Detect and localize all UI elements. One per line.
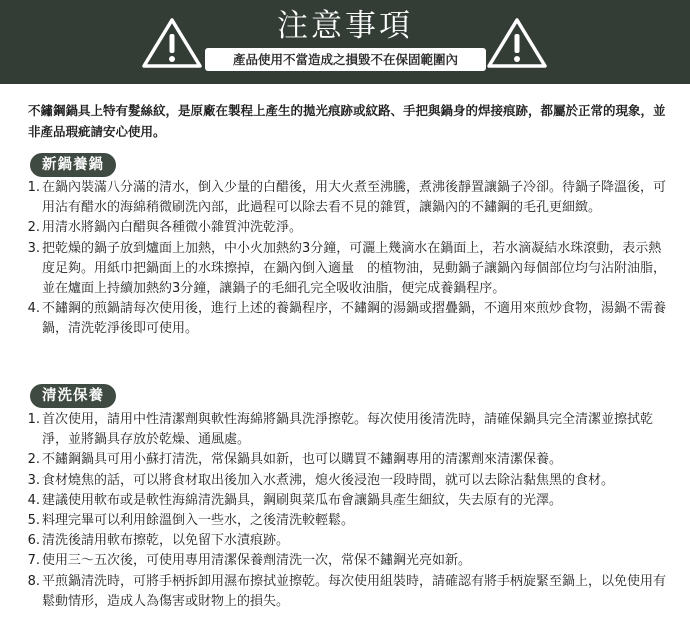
list-item: 8. 平煎鍋清洗時，可將手柄拆卸用濕布擦拭並擦乾。每次使用組裝時，請確認有將手柄旋緊至鍋上，以免使用有鬆動情形，造成人為傷害或財物上的損失。	[27, 573, 667, 609]
header-banner	[0, 0, 690, 84]
list-item: 1. 在鍋內裝滿八分滿的清水，倒入少量的白醋後，用大火煮至沸騰，煮沸後靜置讓鍋子冷卻。待鍋子降溫後，可用沾有醋水的海綿稍微刷洗內部，此過程可以除去看不見的雜質，讓鍋內的不鏽鋼的毛孔更細緻。	[27, 180, 667, 216]
section-title-new-pan: 新鍋養鍋	[30, 153, 116, 177]
list-item: 4. 不鏽鋼的煎鍋請每次使用後，進行上述的養鍋程序，不鏽鋼的湯鍋或摺疊鍋，不適用來煎炒食物，湯鍋不需養鍋，清洗乾淨後即可使用。	[27, 301, 667, 337]
cleaning-list	[14, 410, 666, 612]
list-item: 2. 用清水將鍋內白醋與各種微小雜質沖洗乾淨。	[27, 220, 303, 236]
list-item: 3. 食材燒焦的話，可以將食材取出後加入水煮沸，熄火後浸泡一段時間，就可以去除沾黏焦黑的食材。	[27, 472, 615, 488]
list-item: 1. 首次使用，請用中性清潔劑與軟性海綿將鍋具洗淨擦乾。每次使用後清洗時，請確保鍋具完全清潔並擦拭乾淨，並將鍋具存放於乾燥、通風處。	[27, 412, 654, 448]
list-item: 3. 把乾燥的鍋子放到爐面上加熱，中小火加熱約3分鐘，可灑上幾滴水在鍋面上，若水滴凝結水珠滾動，表示熱度足夠。用紙巾把鍋面上的水珠擦掉，在鍋內倒入適量 的植物油，晃動鍋子讓鍋內每個部位均勻沾附油脂，並在爐面上持續加熱約3分鐘，讓鍋子的毛細孔完全吸收油脂，便完成養鍋程序。	[27, 240, 667, 297]
new-pan-list	[14, 178, 666, 340]
list-item: 4. 建議使用軟布或是軟性海綿清洗鍋具，鋼刷與菜瓜布會讓鍋具產生細紋，失去原有的光澤。	[27, 492, 563, 508]
section-title-cleaning: 清洗保養	[30, 384, 116, 408]
page-title: 注意事項	[277, 8, 413, 44]
list-item: 5. 料理完畢可以利用餘溫倒入一些水，之後清洗較輕鬆。	[27, 513, 355, 529]
page-subtitle: 產品使用不當造成之損毀不在保固範圍內	[205, 48, 486, 71]
intro-paragraph: 不鏽鋼鍋具上特有髮絲紋，是原廠在製程上產生的拋光痕跡或紋路、手把與鍋身的焊接痕跡，都屬於正常的現象，並非產品瑕疵請安心使用。	[28, 103, 666, 139]
warning-triangle-icon	[486, 17, 548, 69]
list-item: 7. 使用三～五次後，可使用專用清潔保養劑清洗一次，常保不鏽鋼光亮如新。	[27, 553, 472, 569]
list-item: 6. 清洗後請用軟布擦乾，以免留下水漬痕跡。	[27, 533, 290, 549]
list-item: 2. 不鏽鋼鍋具可用小蘇打清洗，常保鍋具如新，也可以購買不鏽鋼專用的清潔劑來清潔保養。	[27, 452, 563, 468]
